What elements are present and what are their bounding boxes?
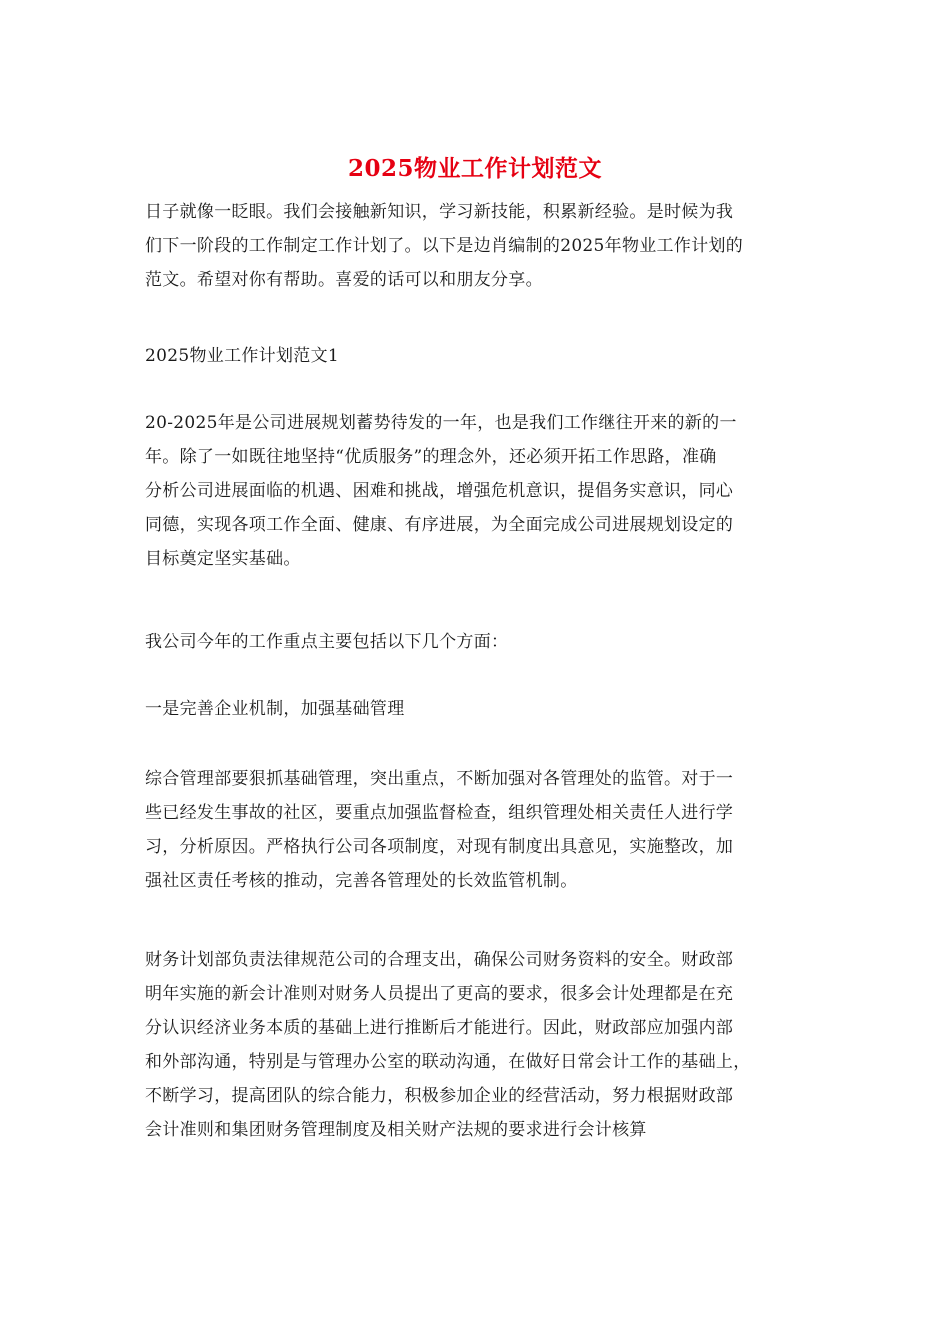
text-line: 综合管理部要狠抓基础管理，突出重点，不断加强对各管理处的监管。对于一 (145, 769, 734, 789)
text-line: 和外部沟通，特别是与管理办公室的联动沟通，在做好日常会计工作的基础上， (145, 1052, 751, 1072)
section-heading (145, 339, 810, 373)
text-line: 20-2025年是公司进展规划蓄势待发的一年，也是我们工作继往开来的新的一 (145, 413, 737, 433)
text-line: 财务计划部负责法律规范公司的合理支出，确保公司财务资料的安全。财政部 (145, 950, 734, 970)
text-line: 习，分析原因。严格执行公司各项制度，对现有制度出具意见，实施整改，加 (145, 837, 734, 857)
text-line: 一是完善企业机制，加强基础管理 (145, 699, 405, 719)
document-title: 2025物业工作计划范文 (347, 155, 602, 182)
text-line: 们下一阶段的工作制定工作计划了。以下是边肖编制的2025年物业工作计划的 (145, 236, 744, 256)
text-line: 2025物业工作计划范文1 (145, 346, 339, 366)
text-line: 些已经发生事故的社区，要重点加强监督检查，组织管理处相关责任人进行学 (145, 803, 734, 823)
intro-paragraph (145, 195, 810, 297)
text-line: 不断学习，提高团队的综合能力，积极参加企业的经营活动，努力根据财政部 (145, 1086, 734, 1106)
text-line: 强社区责任考核的推动，完善各管理处的长效监管机制。 (145, 871, 578, 891)
body-paragraph (145, 625, 810, 659)
text-line: 会计准则和集团财务管理制度及相关财产法规的要求进行会计核算 (145, 1120, 647, 1140)
body-paragraph (145, 943, 810, 1147)
text-line: 日子就像一眨眼。我们会接触新知识，学习新技能，积累新经验。是时候为我 (145, 202, 734, 222)
body-paragraph (145, 762, 810, 898)
text-line: 分析公司进展面临的机遇、困难和挑战，增强危机意识，提倡务实意识，同心 (145, 481, 734, 501)
text-line: 同德，实现各项工作全面、健康、有序进展，为全面完成公司进展规划设定的 (145, 515, 734, 535)
text-line: 明年实施的新会计准则对财务人员提出了更高的要求，很多会计处理都是在充 (145, 984, 734, 1004)
text-line: 我公司今年的工作重点主要包括以下几个方面： (145, 632, 509, 652)
text-line: 分认识经济业务本质的基础上进行推断后才能进行。因此，财政部应加强内部 (145, 1018, 734, 1038)
text-line: 目标奠定坚实基础。 (145, 549, 301, 569)
text-line: 年。除了一如既往地坚持“优质服务”的理念外，还必须开拓工作思路，准确 (145, 447, 717, 467)
body-paragraph (145, 406, 810, 576)
subsection-heading (145, 692, 810, 726)
text-line: 范文。希望对你有帮助。喜爱的话可以和朋友分享。 (145, 270, 543, 290)
